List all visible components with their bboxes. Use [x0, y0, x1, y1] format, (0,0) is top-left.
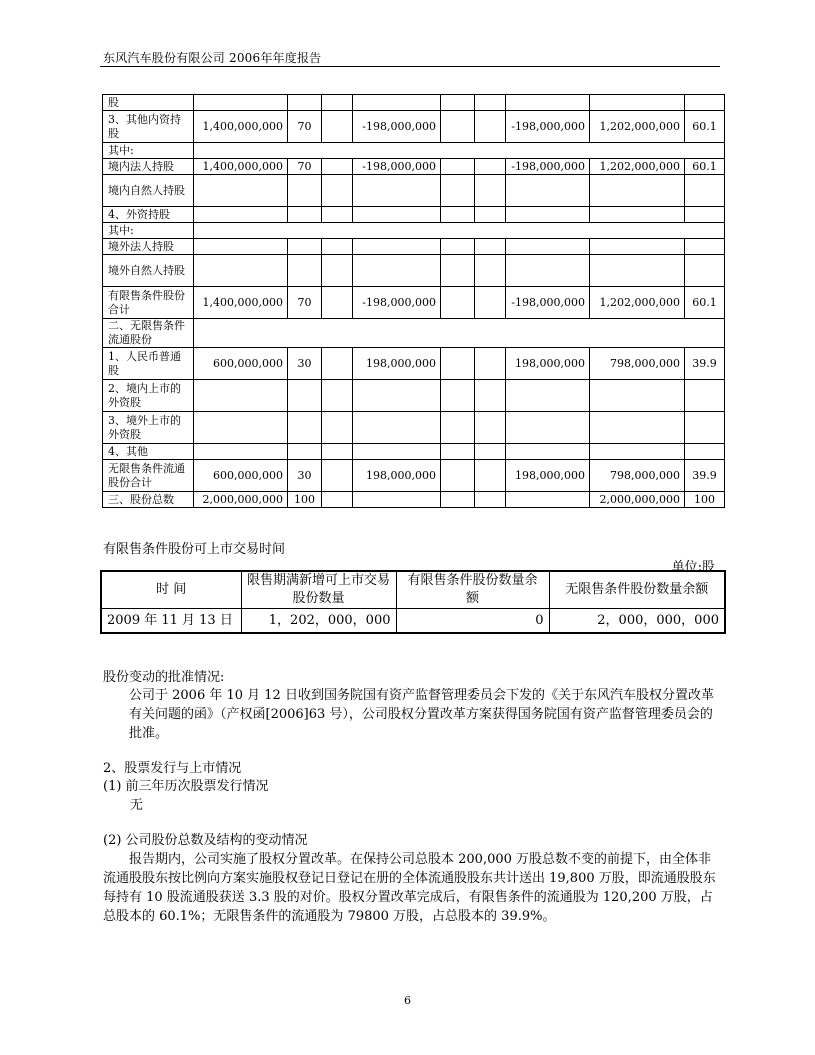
table-cell	[685, 95, 725, 111]
table-cell	[194, 239, 288, 255]
table-row	[103, 492, 725, 508]
table-cell: 1,400,000,000	[194, 111, 288, 143]
span-cell	[194, 223, 725, 239]
page-number: 6	[404, 994, 411, 1007]
table-cell	[475, 111, 506, 143]
table-cell	[506, 412, 590, 444]
table-header-row	[101, 571, 725, 609]
table-cell	[441, 492, 475, 508]
table-cell	[288, 412, 322, 444]
span-cell	[194, 143, 725, 159]
table-cell	[353, 380, 441, 412]
table-cell	[441, 111, 475, 143]
table-cell	[475, 444, 506, 460]
approval-text	[103, 686, 723, 743]
row-label: 有限售条件股份合计	[103, 287, 194, 319]
table-cell	[353, 95, 441, 111]
table-cell	[685, 444, 725, 460]
table-cell	[353, 412, 441, 444]
table-row	[103, 207, 725, 223]
table-row	[103, 255, 725, 287]
table-cell	[441, 412, 475, 444]
table-row	[103, 460, 725, 492]
table-cell	[506, 380, 590, 412]
row-label: 4、其他	[103, 444, 194, 460]
table-row	[103, 444, 725, 460]
table-cell: 1,202,000,000	[590, 159, 685, 175]
table-cell	[590, 95, 685, 111]
table-cell	[441, 175, 475, 207]
approval-title: 股份变动的批准情况:	[103, 670, 225, 685]
table-cell	[441, 380, 475, 412]
table-cell	[441, 287, 475, 319]
row-label: 股	[103, 95, 194, 111]
table-cell	[685, 380, 725, 412]
table-cell: -198,000,000	[353, 287, 441, 319]
table-cell	[475, 255, 506, 287]
table-row	[103, 348, 725, 380]
table-row	[103, 95, 725, 111]
table-cell	[475, 460, 506, 492]
table-cell	[322, 111, 353, 143]
table-cell	[441, 460, 475, 492]
cell-restricted-balance: 0	[396, 609, 549, 634]
report-header: 东风汽车股份有限公司 2006年年度报告	[103, 51, 322, 65]
row-label: 境外法人持股	[103, 239, 194, 255]
table-cell	[194, 255, 288, 287]
header-cell-time: 时 间	[101, 571, 241, 609]
row-label: 1、人民币普通股	[103, 348, 194, 380]
share-change-table	[102, 94, 725, 508]
table-cell	[194, 412, 288, 444]
table-cell: 39.9	[685, 348, 725, 380]
table-cell	[441, 159, 475, 175]
table-cell	[685, 255, 725, 287]
table-cell	[475, 412, 506, 444]
table-cell	[322, 175, 353, 207]
restricted-release-table	[100, 570, 726, 634]
table-cell	[506, 239, 590, 255]
table-cell	[590, 412, 685, 444]
header-cell-restricted-balance: 有限售条件股份数量余额	[396, 571, 549, 609]
table-cell	[322, 207, 353, 223]
table-cell	[590, 239, 685, 255]
row-label: 无限售条件流通股份合计	[103, 460, 194, 492]
share-table-body	[103, 95, 725, 508]
table-cell: -198,000,000	[353, 159, 441, 175]
table-cell	[194, 380, 288, 412]
table-cell: 30	[288, 348, 322, 380]
table-cell	[322, 460, 353, 492]
row-label: 4、外资持股	[103, 207, 194, 223]
table-cell	[288, 380, 322, 412]
table-cell	[475, 239, 506, 255]
table-cell: 600,000,000	[194, 348, 288, 380]
table-cell: 798,000,000	[590, 460, 685, 492]
table-cell: -198,000,000	[506, 111, 590, 143]
table-cell	[685, 207, 725, 223]
table-cell	[194, 444, 288, 460]
table-cell: 60.1	[685, 287, 725, 319]
table-cell	[353, 255, 441, 287]
issuance-sub1-text: 无	[130, 798, 144, 813]
table-cell	[288, 444, 322, 460]
table-cell	[506, 255, 590, 287]
span-cell	[194, 319, 725, 348]
table-cell	[475, 159, 506, 175]
issuance-sub1: (1) 前三年历次股票发行情况	[103, 779, 269, 794]
table-cell	[194, 175, 288, 207]
table-cell: 798,000,000	[590, 348, 685, 380]
header-cell-new-tradable: 限售期满新增可上市交易股份数量	[241, 571, 396, 609]
table-cell	[506, 492, 590, 508]
header-divider	[100, 66, 720, 67]
table-cell: 198,000,000	[353, 460, 441, 492]
table-cell: 198,000,000	[506, 348, 590, 380]
table-cell	[475, 175, 506, 207]
table-cell	[506, 95, 590, 111]
row-label: 三、股份总数	[103, 492, 194, 508]
table-cell	[322, 348, 353, 380]
table-cell	[475, 380, 506, 412]
row-label: 境内自然人持股	[103, 175, 194, 207]
issuance-sub2: (2) 公司股份总数及结构的变动情况	[103, 833, 308, 848]
table-row	[103, 223, 725, 239]
table-cell	[685, 412, 725, 444]
table-cell: 70	[288, 111, 322, 143]
table-cell	[322, 287, 353, 319]
lock-section-title: 有限售条件股份可上市交易时间	[103, 542, 286, 557]
table-cell	[475, 287, 506, 319]
table-cell: 2,000,000,000	[194, 492, 288, 508]
table-cell	[353, 207, 441, 223]
table-cell: -198,000,000	[353, 111, 441, 143]
row-label: 二、无限售条件流通股份	[103, 319, 194, 348]
table-cell	[506, 207, 590, 223]
table-cell	[506, 444, 590, 460]
table-cell	[475, 492, 506, 508]
table-cell	[441, 95, 475, 111]
row-label: 2、境内上市的外资股	[103, 380, 194, 412]
table-cell: 600,000,000	[194, 460, 288, 492]
table-cell: 2,000,000,000	[590, 492, 685, 508]
row-label: 3、其他内资持股	[103, 111, 194, 143]
table-cell	[590, 175, 685, 207]
row-label: 其中:	[103, 143, 194, 159]
issuance-sub2-text: 报告期内，公司实施了股权分置改革。在保持公司总股本 200,000 万股总数不变的前提下，由全体非流通股股东按比例向方案实施股权登记日登记在册的全体流通股股东共计送出 19,800 万股，即流通股股东每持有 10 股流通股获送 3.3 股的对价。股权分置改革完成后，有限售条件的流通股为 120,200 万股，占总股本的 60.1%；无限售条件的流通股为 79800 万股，占总股本的 39.9%。	[103, 852, 716, 924]
table-cell: -198,000,000	[506, 159, 590, 175]
table-cell: 1,400,000,000	[194, 287, 288, 319]
row-label: 3、境外上市的外资股	[103, 412, 194, 444]
table-row	[103, 159, 725, 175]
table-cell: 60.1	[685, 111, 725, 143]
table-cell	[288, 255, 322, 287]
table-cell	[441, 255, 475, 287]
row-label: 其中:	[103, 223, 194, 239]
table-cell: 1,400,000,000	[194, 159, 288, 175]
table-cell	[322, 412, 353, 444]
table-cell	[475, 348, 506, 380]
table-cell	[322, 239, 353, 255]
table-cell: 60.1	[685, 159, 725, 175]
table-cell	[322, 95, 353, 111]
table-cell	[441, 239, 475, 255]
table-cell	[685, 175, 725, 207]
table-cell	[590, 255, 685, 287]
table-row	[101, 609, 725, 634]
table-cell	[590, 380, 685, 412]
table-cell	[353, 239, 441, 255]
table-row	[103, 319, 725, 348]
table-row	[103, 239, 725, 255]
table-row	[103, 380, 725, 412]
table-cell	[506, 175, 590, 207]
cell-date: 2009 年 11 月 13 日	[101, 609, 241, 634]
table-cell	[322, 380, 353, 412]
lock-section-unit: 单位:股	[671, 560, 715, 575]
table-row	[103, 111, 725, 143]
table-cell: 1,202,000,000	[590, 111, 685, 143]
cell-new-tradable: 1，202，000，000	[241, 609, 396, 634]
cell-unrestricted-balance: 2，000，000，000	[549, 609, 725, 634]
table-cell	[194, 95, 288, 111]
row-label: 境外自然人持股	[103, 255, 194, 287]
table-cell: -198,000,000	[506, 287, 590, 319]
table-cell	[590, 207, 685, 223]
table-cell	[441, 348, 475, 380]
table-row	[103, 175, 725, 207]
table-cell	[353, 492, 441, 508]
table-row	[103, 412, 725, 444]
table-cell	[441, 444, 475, 460]
table-cell	[322, 159, 353, 175]
table-cell	[322, 255, 353, 287]
table-cell: 100	[288, 492, 322, 508]
table-cell	[322, 492, 353, 508]
table-cell: 100	[685, 492, 725, 508]
table-cell	[590, 444, 685, 460]
table-cell	[441, 207, 475, 223]
table-cell	[353, 444, 441, 460]
table-cell: 1,202,000,000	[590, 287, 685, 319]
table-cell	[475, 207, 506, 223]
table-cell	[353, 175, 441, 207]
table-cell: 198,000,000	[506, 460, 590, 492]
table-cell	[288, 175, 322, 207]
table-cell	[194, 207, 288, 223]
issuance-title: 2、股票发行与上市情况	[103, 761, 242, 776]
table-cell	[475, 95, 506, 111]
table-cell: 198,000,000	[353, 348, 441, 380]
table-cell	[288, 95, 322, 111]
table-cell	[322, 444, 353, 460]
table-cell: 30	[288, 460, 322, 492]
table-row	[103, 287, 725, 319]
table-cell: 70	[288, 287, 322, 319]
table-cell	[288, 239, 322, 255]
table-row	[103, 143, 725, 159]
table-cell	[685, 239, 725, 255]
table-cell	[288, 207, 322, 223]
table-cell: 70	[288, 159, 322, 175]
header-cell-unrestricted-balance: 无限售条件股份数量余额	[549, 571, 725, 609]
table-cell: 39.9	[685, 460, 725, 492]
approval-text-body: 公司于 2006 年 10 月 12 日收到国务院国有资产监督管理委员会下发的《关于东风汽车股权分置改革有关问题的函》（产权函[2006]63 号），公司股权分置改革方案获得国务院国有资产监督管理委员会的批准。	[129, 688, 714, 741]
row-label: 境内法人持股	[103, 159, 194, 175]
